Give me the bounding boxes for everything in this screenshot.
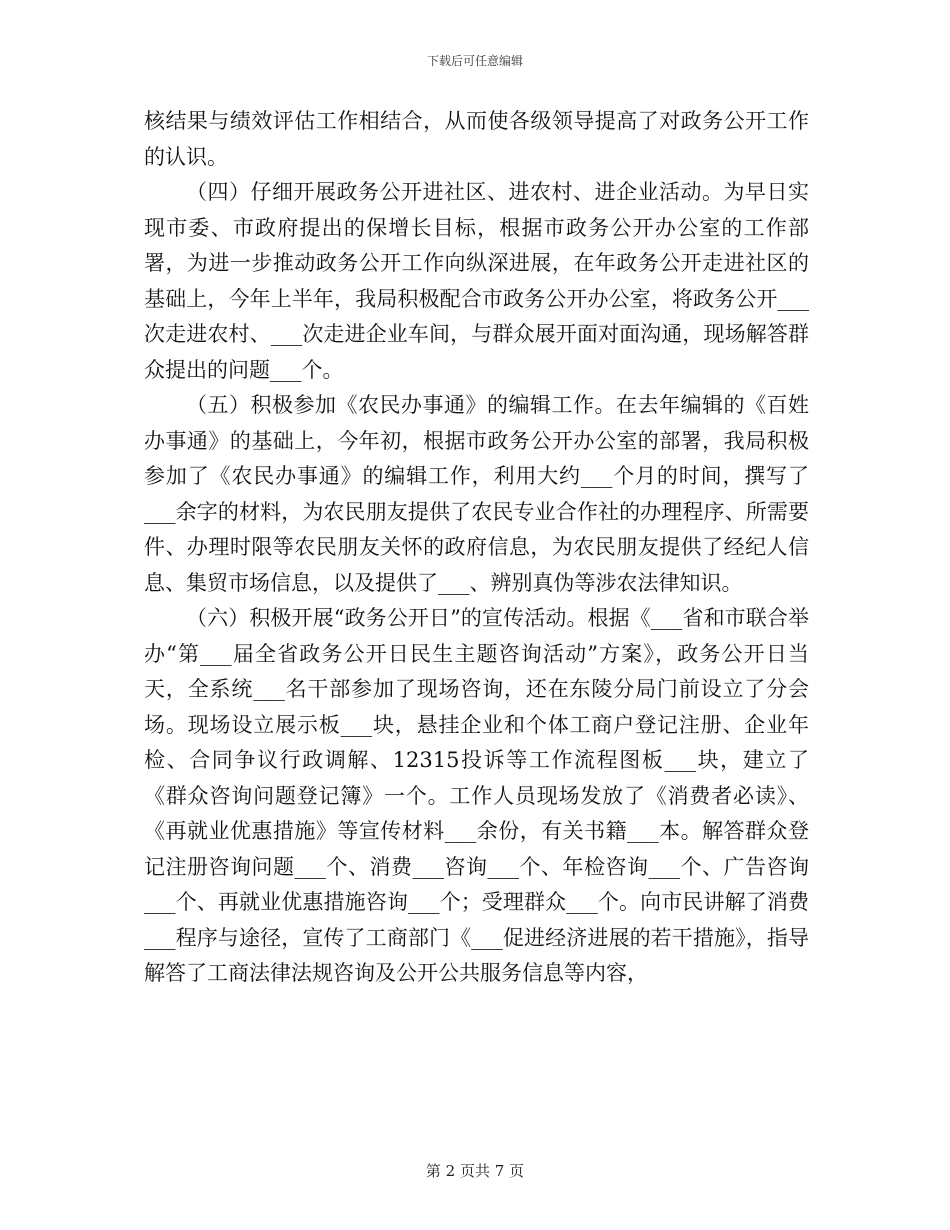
page-number-footer: 第 2 页共 7 页 bbox=[425, 1162, 525, 1180]
document-body bbox=[144, 104, 809, 992]
paragraph-section-6: （六）积极开展“政务公开日”的宣传活动。根据《___省和市联合举办“第___届全省政务公开日民生主题咨询活动”方案》，政务公开日当天，全系统___名干部参加了现场咨询，还在东陵分局门前设立了分会场。现场设立展示板___块，悬挂企业和个体工商户登记注册、企业年检、合同争议行政调解、12315投诉等工作流程图板___块，建立了《群众咨询问题登记簿》一个。工作人员现场发放了《消费者必读》、《再就业优惠措施》等宣传材料___余份，有关书籍___本。解答群众登记注册咨询问题___个、消费___咨询___个、年检咨询___个、广告咨询___个、再就业优惠措施咨询___个；受理群众___个。向市民讲解了消费___程序与途径，宣传了工商部门《___促进经济进展的若干措施》，指导解答了工商法律法规咨询及公开公共服务信息等内容， bbox=[144, 606, 809, 985]
paragraph-section-4: （四）仔细开展政务公开进社区、进农村、进企业活动。为早日实现市委、市政府提出的保增长目标，根据市政务公开办公室的工作部署，为进一步推动政务公开工作向纵深进展，在年政务公开走进社区的基础上，今年上半年，我局积极配合市政务公开办公室，将政务公开___次走进农村、___次走进企业车间，与群众展开面对面沟通，现场解答群众提出的问题___个。 bbox=[144, 180, 809, 382]
page-header: 下载后可任意编辑 bbox=[426, 54, 523, 68]
paragraph-continuation: 核结果与绩效评估工作相结合，从而使各级领导提高了对政务公开工作的认识。 bbox=[144, 109, 809, 169]
paragraph-section-5: （五）积极参加《农民办事通》的编辑工作。在去年编辑的《百姓办事通》的基础上，今年初，根据市政务公开办公室的部署，我局积极参加了《农民办事通》的编辑工作，利用大约___个月的时间，撰写了___余字的材料，为农民朋友提供了农民专业合作社的办理程序、所需要件、办理时限等农民朋友关怀的政府信息，为农民朋友提供了经纪人信息、集贸市场信息，以及提供了___、辨别真伪等涉农法律知识。 bbox=[144, 393, 809, 595]
